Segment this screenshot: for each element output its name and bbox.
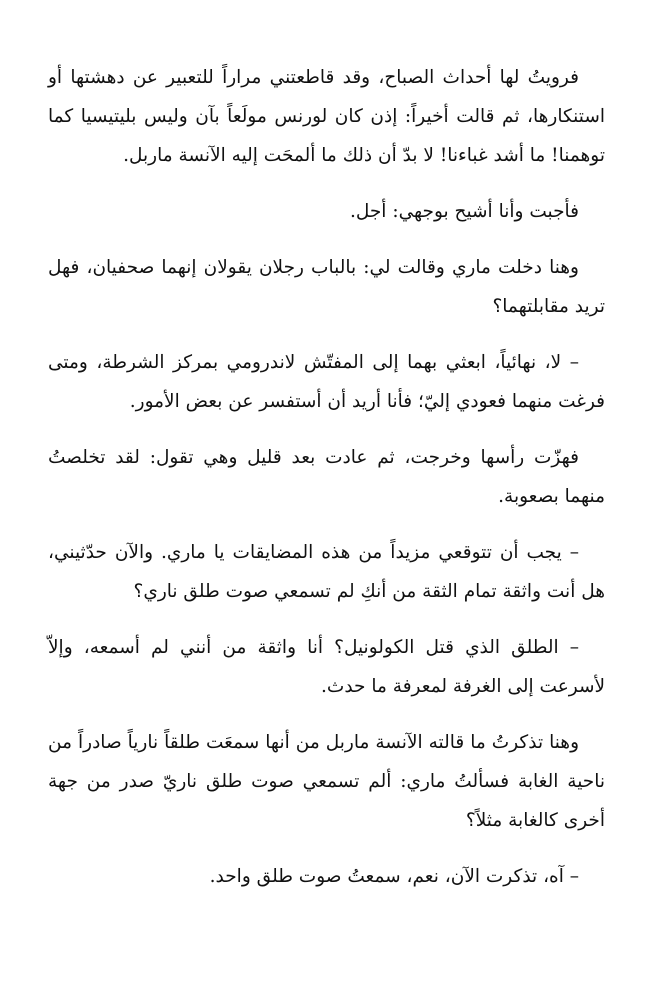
paragraph-mary-journalists: وهنا دخلت ماري وقالت لي: بالباب رجلان يقولان إنهما صحفيان، فهل تريد مقابلتهما؟ <box>48 257 605 317</box>
paragraph-colonel-shot: – الطلق الذي قتل الكولونيل؟ أنا واثقة من أنني لم أسمعه، وإلاّ لأسرعت إلى الغرفة لمعرفة ما حدث. <box>48 637 605 697</box>
paragraph-woods-shot: وهنا تذكرتُ ما قالته الآنسة ماربل من أنها سمعَت طلقاً نارياً صادراً من ناحية الغابة فسألتُ ماري: ألم تسمعي صوت طلق ناريّ صدر من جهة أخرى كالغابة مثلاً؟ <box>48 732 605 831</box>
paragraph-reply-yes: فأجبت وأنا أشيح بوجهي: أجل. <box>349 201 579 222</box>
paragraph-recounting-morning: فرويتُ لها أحداث الصباح، وقد قاطعتني مراراً للتعبير عن دهشتها أو استنكارها، ثم قالت أخيراً: إذن كان لورنس مولَعاً بآن وليس بليتيسيا كما توهمنا! ما أشد غباءنا! لا بدّ أن ذلك ما ألمحَت إليه الآنسة ماربل. <box>48 67 605 166</box>
paragraph-remembered: – آه، تذكرت الآن، نعم، سمعتُ صوت طلق واحد. <box>209 866 579 887</box>
paragraph-send-to-inspector: – لا، نهائياً، ابعثي بهما إلى المفتّش لاندرومي بمركز الشرطة، ومتى فرغت منهما فعودي إليّ؛ فأنا أريد أن أستفسر عن بعض الأمور. <box>48 352 605 412</box>
paragraph-mary-returns: فهزّت رأسها وخرجت، ثم عادت بعد قليل وهي تقول: لقد تخلصتُ منهما بصعوبة. <box>48 447 605 507</box>
paragraph-question-gunshot: – يجب أن تتوقعي مزيداً من هذه المضايقات يا ماري. والآن حدّثيني، هل أنت واثقة تمام الثقة من أنكِ لم تسمعي صوت طلق ناري؟ <box>48 542 605 602</box>
